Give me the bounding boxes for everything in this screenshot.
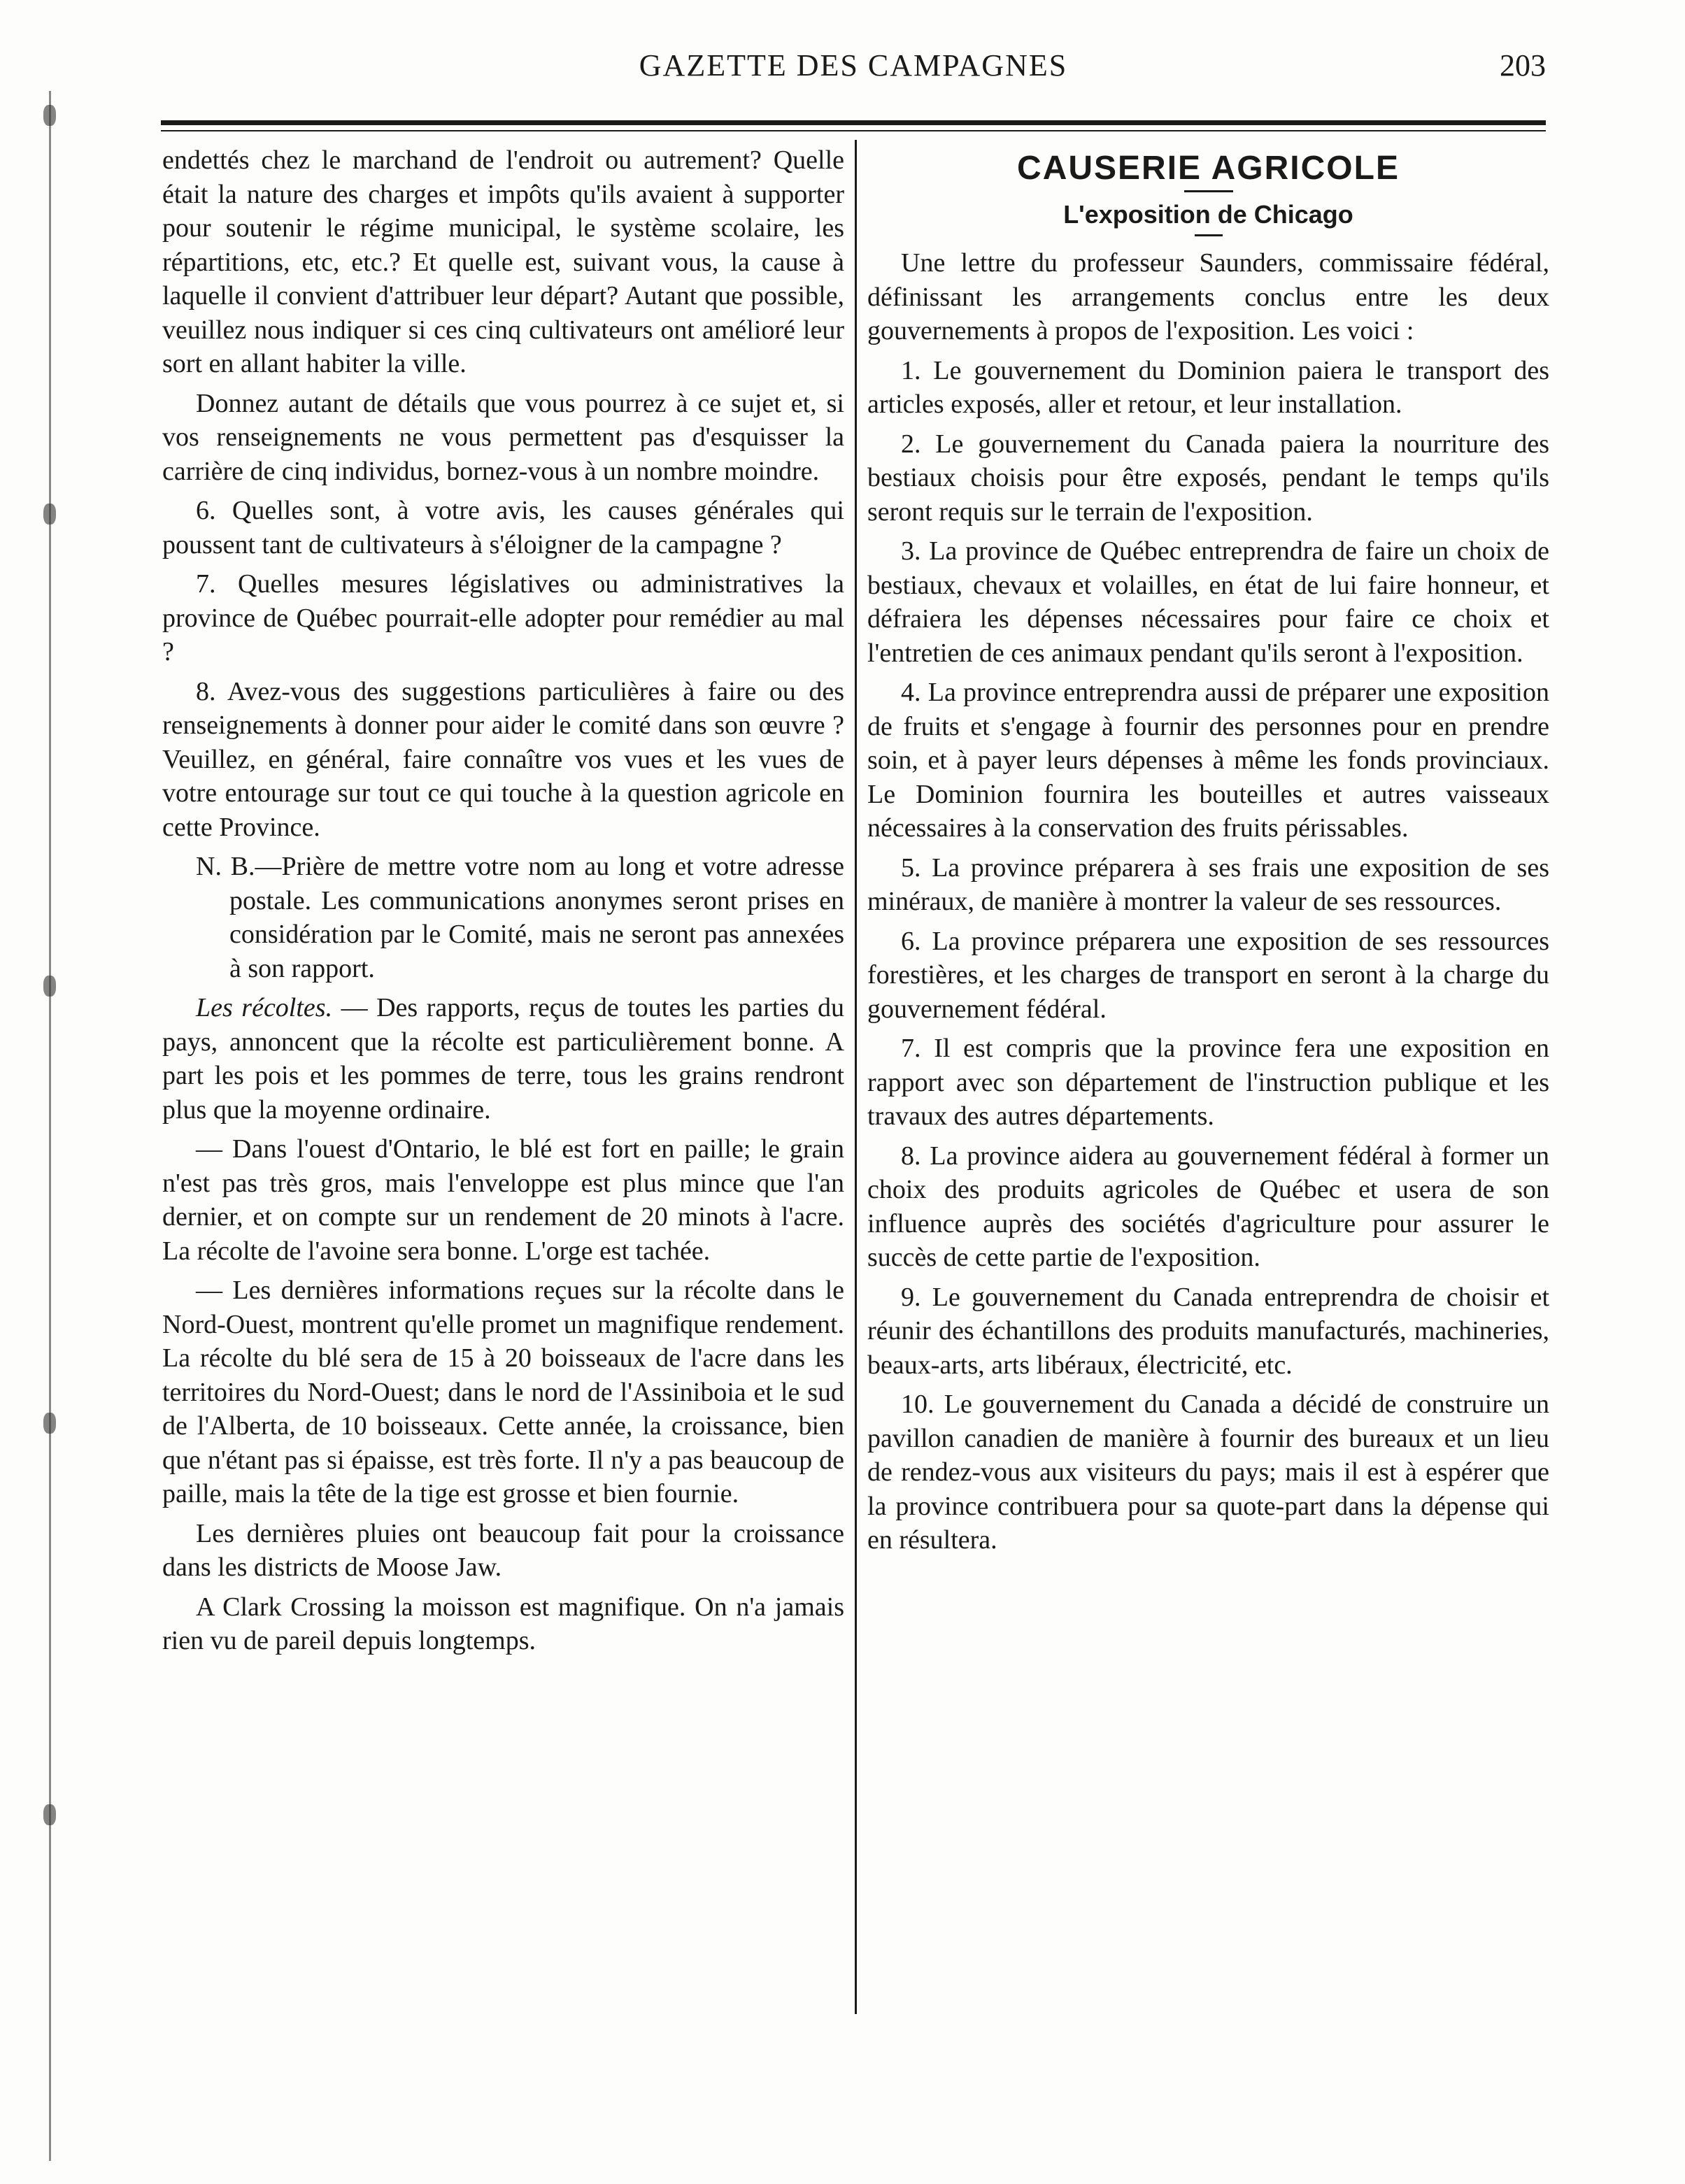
question-8: 8. Avez-vous des suggestions particulières à faire ou des renseignements à donner pour aider le comité dans son œuvre ? Veuillez, en général, faire connaître vos vues et les vues de votre entourage sur tout ce qui touche à la question agricole en cette Province.	[162, 676, 844, 842]
page-number: 203	[1500, 48, 1546, 83]
header-rule-thick	[161, 120, 1546, 125]
list-item: 7. Il est compris que la province fera une exposition en rapport avec son département de l'instruction publique et les travaux des autres départements.	[867, 1034, 1549, 1131]
question-7: 7. Quelles mesures législatives ou administratives la province de Québec pourrait-elle adopter pour remédier au mal ?	[162, 569, 844, 666]
scan-margin-mark	[43, 1413, 56, 1434]
right-column	[867, 143, 1549, 1563]
scan-margin-mark	[43, 105, 56, 126]
intro-paragraph: Une lettre du professeur Saunders, commissaire fédéral, définissant les arrangements conclus entre les deux gouvernements à propos de l'exposition. Les voici :	[867, 248, 1549, 345]
list-item: 10. Le gouvernement du Canada a décidé de construire un pavillon canadien de manière à fournir des bureaux et un lieu de rendez-vous aux visiteurs du pays; mais il est à espérer que la province contribuera pour sa quote-part dans la dépense qui en résultera.	[867, 1390, 1549, 1555]
section-title: CAUSERIE AGRICOLE	[1017, 150, 1400, 187]
recoltes-heading: Les récoltes.	[196, 993, 333, 1022]
list-item: 9. Le gouvernement du Canada entreprendra de choisir et réunir des échantillons des produits manufacturés, machineries, beaux-arts, arts libéraux, électricité, etc.	[867, 1282, 1549, 1380]
section-title-rule	[1184, 190, 1233, 192]
scan-margin-mark	[43, 1804, 56, 1825]
recoltes-paragraph	[162, 991, 844, 1127]
list-item: 4. La province entreprendra aussi de préparer une exposition de fruits et s'engage à fournir des personnes pour en prendre soin, et à payer leurs dépenses à même les fonds provinciaux. Le Dominion fournira les bouteilles et autres vaisseaux nécessaires à la conservation des fruits périssables.	[867, 678, 1549, 843]
section-subtitle-rule	[1195, 234, 1223, 236]
question-6: 6. Quelles sont, à votre avis, les causes générales qui poussent tant de cultivateurs à s'éloigner de la campagne ?	[162, 496, 844, 559]
nota-bene: N. B.—Prière de mettre votre nom au long et votre adresse postale. Les communications anonymes seront prises en considération par le Comité, mais ne seront pas annexées à son rapport.	[196, 852, 844, 983]
column-divider	[855, 140, 857, 2014]
list-item: 2. Le gouvernement du Canada paiera la nourriture des bestiaux choisis pour être exposés, pendant le temps qu'ils seront requis sur le terrain de l'exposition.	[867, 429, 1549, 527]
paragraph: Donnez autant de détails que vous pourrez à ce sujet et, si vos renseignements ne vous permettent pas d'esquisser la carrière de cinq individus, bornez-vous à un nombre moindre.	[162, 388, 844, 486]
list-item: 3. La province de Québec entreprendra de faire un choix de bestiaux, chevaux et volailles, en état de lui faire honneur, et défraiera les dépenses nécessaires pour faire ce choix et l'entretien de ces animaux pendant qu'ils seront à l'exposition.	[867, 536, 1549, 668]
left-column	[162, 143, 844, 1664]
running-title: GAZETTE DES CAMPAGNES	[639, 48, 1068, 83]
section-subtitle: L'exposition de Chicago	[1063, 199, 1353, 229]
paragraph: endettés chez le marchand de l'endroit ou autrement? Quelle était la nature des charges et impôts qu'ils avaient à supporter pour soutenir le régime municipal, le système scolaire, les répartitions, etc, etc.? Et quelle est, suivant vous, la cause à laquelle il convient d'attribuer leur départ? Autant que possible, veuillez nous indiquer si ces cinq cultivateurs ont amélioré leur sort en allant habiter la ville.	[162, 145, 844, 378]
list-item: 5. La province préparera à ses frais une exposition de ses minéraux, de manière à montrer la valeur de ses ressources.	[867, 852, 1549, 916]
scan-margin-mark	[43, 976, 56, 997]
list-item: 6. La province préparera une exposition de ses ressources forestières, et les charges de transport en seront à la charge du gouvernement fédéral.	[867, 926, 1549, 1024]
page-header	[161, 48, 1546, 97]
paragraph: Les dernières pluies ont beaucoup fait pour la croissance dans les districts de Moose Jaw.	[162, 1518, 844, 1582]
list-item: 8. La province aidera au gouvernement fédéral à former un choix des produits agricoles de Québec et usera de son influence auprès des sociétés d'agriculture pour assurer le succès de cette partie de l'exposition.	[867, 1141, 1549, 1272]
header-rule-thin	[161, 130, 1546, 131]
recoltes-text: — Des rapports, reçus de toutes les parties du pays, annoncent que la récolte est particulièrement bonne. A part les pois et les pommes de terre, tous les grains rendront plus que la moyenne ordinaire.	[162, 993, 844, 1125]
paragraph: A Clark Crossing la moisson est magnifique. On n'a jamais rien vu de pareil depuis longtemps.	[162, 1592, 844, 1655]
paragraph: — Les dernières informations reçues sur la récolte dans le Nord-Ouest, montrent qu'elle promet un magnifique rendement. La récolte du blé sera de 15 à 20 boisseaux de l'acre dans les territoires du Nord-Ouest; dans le nord de l'Assiniboia et le sud de l'Alberta, de 10 boisseaux. Cette année, la croissance, bien que n'étant pas si épaisse, est très forte. Il n'y a pas beaucoup de paille, mais la tête de la tige est grosse et bien fournie.	[162, 1276, 844, 1508]
list-item: 1. Le gouvernement du Dominion paiera le transport des articles exposés, aller et retour, et leur installation.	[867, 355, 1549, 419]
scan-margin-mark	[43, 504, 56, 524]
paragraph: — Dans l'ouest d'Ontario, le blé est fort en paille; le grain n'est pas très gros, mais l'enveloppe est plus mince que l'an dernier, et on compte sur un rendement de 20 minots à l'acre. La récolte de l'avoine sera bonne. L'orge est tachée.	[162, 1134, 844, 1266]
scan-margin-line	[49, 91, 51, 2161]
